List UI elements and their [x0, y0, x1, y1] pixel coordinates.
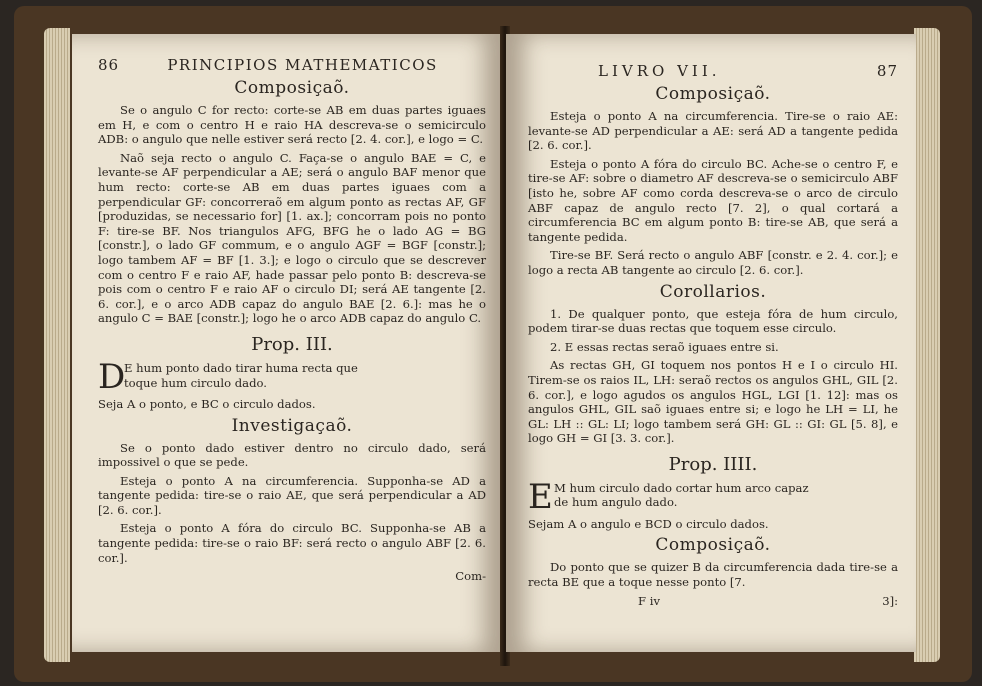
left-page-number: 86 [98, 56, 120, 74]
right-prop-heading: Prop. IIII. [668, 453, 758, 475]
left-dropcap: D [98, 356, 126, 397]
right-running-head [528, 62, 898, 80]
right-catchword: 3]: [882, 593, 898, 608]
left-running-head [98, 56, 486, 74]
right-paragraph-3: Tire-se BF. Será recto o angulo ABF [constr. e 2. 4. cor.]; e logo a recta AB tangente ao circulo [2. 6. cor.]. [528, 248, 898, 277]
left-prop-line-1: E hum ponto dado tirar huma recta que [124, 360, 358, 375]
left-running-title: PRINCIPIOS MATHEMATICOS [167, 56, 438, 74]
left-paragraph-5: Esteja o ponto A fóra do circulo BC. Supponha-se AB a tangente pedida: tire-se o raio BF: será recto o angulo ABF [2. 6. cor.]. [98, 521, 486, 565]
right-paragraph-4: As rectas GH, GI toquem nos pontos H e I o circulo HI. Tirem-se os raios IL, LH: seraõ rectos os angulos GHL, GIL [2. 6. cor.], e logo agudos os angulos HGL, LGI [1. 12]: mas os angulos GHL, GIL saõ iguaes entre si; e logo he LH = LI, he GL: LH :: GL: LI; logo tambem será GH: GL :: GI: GL [5. 8], e logo GH = GI [3. 3. cor.]. [528, 358, 898, 446]
right-proposition-statement [528, 476, 898, 517]
left-proposition-statement [98, 356, 486, 397]
left-paragraph-2: Naõ seja recto o angulo C. Faça-se o angulo BAE = C, e levante-se AF perpendicular a AE; será o angulo BAF menor que hum recto: corte-se AB em duas partes iguaes com a perpendicular GF: concorreraõ em algum ponto as rectas AF, GF [produzidas, se necessario for] [1. ax.]; concorram pois no ponto F: tire-se BF. Nos triangulos AFG, BFG he o lado AG = BG [constr.], o lado GF commum, e o angulo AGF = BGF [constr.]; logo tambem AF = BF [1. 3.]; e logo o circulo que se descrever com o centro F e raio AF, hade passar pelo ponto B: descreva-se pois com o centro F e raio AF o circulo DI; será AE tangente [2. 6. cor.], e o arco ADB capaz do angulo BAE [2. 6.]: mas he o angulo C = BAE [constr.]; logo he o arco ADB capaz do angulo C. [98, 150, 486, 326]
right-page-number: 87 [876, 62, 898, 80]
left-page [72, 34, 502, 652]
right-page-edges [914, 28, 940, 662]
right-corollary-2: 2. E essas rectas seraõ iguaes entre si. [550, 339, 779, 354]
left-page-content [98, 56, 486, 583]
right-page-content [528, 62, 898, 608]
right-footer [528, 594, 898, 608]
left-footer [98, 569, 486, 583]
left-paragraph-1: Se o angulo C for recto: corte-se AB em duas partes iguaes em H, e com o centro H e raio HA descreva-se o semicirculo ADB: o angulo que nelle estiver será recto [2. 4. cor.], e logo = C. [98, 103, 486, 147]
left-section-heading-investigacao: Investigaçaõ. [231, 415, 353, 436]
book-spread [14, 6, 972, 682]
right-page [506, 34, 916, 652]
right-section-heading-composicao: Composiçaõ. [655, 84, 771, 104]
right-section-heading-composicao-2: Composiçaõ. [655, 535, 771, 556]
right-prop-line-2: de hum angulo dado. [554, 495, 678, 510]
left-prop-line-3: Seja A o ponto, e BC o circulo dados. [98, 396, 316, 411]
right-paragraph-2: Esteja o ponto A fóra do circulo BC. Ache-se o centro F, e tire-se AF: sobre o diametro AF descreva-se o semicirculo ABF [isto he, sobre AF como corda descreva-se o arco de circulo ABF capaz de angulo recto [7. 2], o qual cortará a circumferencia BC em algum ponto B: tire-se AB, que será a tangente pedida. [528, 156, 898, 244]
left-paragraph-3: Se o ponto dado estiver dentro no circulo dado, será impossivel o que se pede. [98, 440, 486, 470]
left-prop-heading: Prop. III. [251, 333, 333, 355]
left-paragraph-4: Esteja o ponto A na circumferencia. Supponha-se AD a tangente pedida: tire-se o raio AE, que será perpendicular a AD [2. 6. cor.]. [98, 473, 486, 517]
right-paragraph-1: Esteja o ponto A na circumferencia. Tire-se o raio AE: levante-se AD perpendicular a AE: será AD a tangente pedida [2. 6. cor.]. [528, 109, 898, 153]
right-prop-line-3: Sejam A o angulo e BCD o circulo dados. [528, 516, 769, 531]
right-paragraph-5: Do ponto que se quizer B da circumferencia dada tire-se a recta BE que a toque nesse ponto [7. [528, 560, 898, 590]
left-page-edges [44, 28, 70, 662]
left-prop-line-2: toque hum circulo dado. [124, 375, 267, 390]
right-corollary-1: 1. De qualquer ponto, que esteja fóra de hum circulo, podem tirar-se duas rectas que toquem esse circulo. [528, 306, 898, 336]
right-running-title: LIVRO VII. [598, 62, 721, 80]
left-section-heading-composicao: Composiçaõ. [234, 78, 350, 98]
left-catchword: Com- [455, 569, 486, 584]
right-signature-mark: F iv [638, 593, 660, 608]
right-prop-line-1: M hum circulo dado cortar hum arco capaz [554, 480, 809, 495]
right-section-heading-corollarios: Corollarios. [659, 281, 767, 302]
right-dropcap: E [528, 476, 553, 517]
